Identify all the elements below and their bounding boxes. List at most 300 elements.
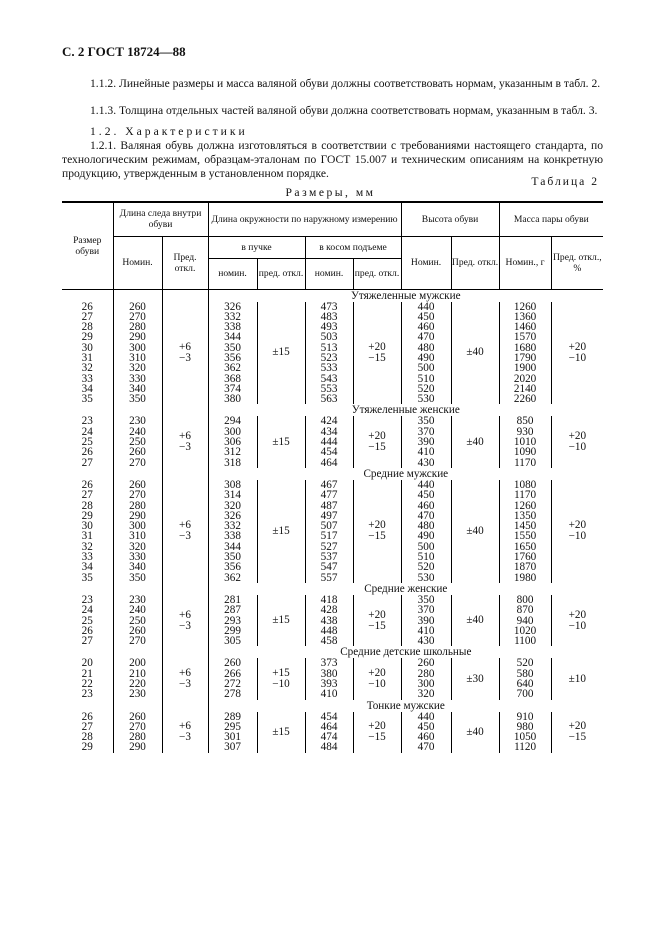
instep-nom-column-value: 497 [320,509,338,522]
header-girth: Длина окружности по наружному измерению [208,202,401,236]
height-nom-column-value: 530 [417,571,435,584]
weight-nom-column-value: 1450 [513,520,537,533]
size-column-value: 33 [81,372,93,385]
toe-nom-column-value: 350 [224,341,241,354]
section-gap [162,468,208,480]
length-nom-column-value: 260 [129,446,146,459]
weight-nom-column-value: 930 [516,425,534,438]
length-nom-column-value: 320 [129,362,146,375]
size-column-value: 32 [81,540,93,553]
toe-nom-column [208,480,257,583]
weight-nom-column-value: 1680 [513,341,537,354]
toe-nom-column-value: 380 [224,393,241,406]
header-instep-tol: пред. откл. [353,258,401,289]
weight-nom-column-value: 980 [516,720,534,733]
section-gap [62,289,113,302]
size-column [62,416,113,467]
instep-nom-column-value: 393 [320,678,338,690]
weight-nom-column-value: 1550 [513,530,537,543]
length-nom-column-value: 240 [129,604,146,617]
height-nom-column-value: 490 [417,530,435,543]
size-column-value: 29 [81,509,93,522]
weight-nom-column-value: 1050 [513,731,537,744]
size-column-value: 26 [81,710,93,723]
section-gap [113,289,162,302]
paragraph-1-2-1: 1.2.1. Валяная обувь должна изготовляться в соответствии с требованиями настоящего стандарта, по технологическим режимам, образцам-эталонам по ГОСТ 15.007 и техническим описаниям на конкретную продукцию, утвержденным в установленном порядке. [62,139,603,180]
length-nom-column-value: 290 [129,331,146,344]
header-inner-length: Длина следа внутри обуви [113,202,208,236]
section-data-row [62,416,603,467]
toe-nom-column-value: 300 [224,425,241,438]
size-column-value: 25 [81,614,93,627]
section-title-row [62,289,603,302]
size-column-value: 23 [81,415,93,428]
instep-nom-column-value: 438 [320,614,338,627]
instep-tol-cell: +20 −10 [353,658,401,699]
instep-nom-column-value: 434 [320,425,338,438]
length-nom-column-value: 270 [129,720,146,733]
size-column-value: 27 [81,635,93,648]
weight-tol-cell: +20 −10 [551,302,603,405]
height-nom-column-value: 520 [417,382,435,395]
weight-tol-cell: +20 −15 [551,712,603,753]
toe-nom-column-value: 293 [224,614,241,627]
length-nom-column-value: 300 [129,341,146,354]
instep-nom-column [305,480,353,583]
size-column-value: 22 [81,678,93,690]
instep-nom-column-value: 533 [320,362,338,375]
weight-nom-column-value: 1900 [513,362,537,375]
instep-nom-column-value: 454 [320,446,338,459]
dimensions-table [62,201,603,753]
length-nom-column-value: 230 [129,688,146,701]
size-column-value: 25 [81,436,93,449]
weight-nom-column-value: 1460 [513,321,537,334]
length-nom-column [113,480,162,583]
weight-nom-column-value: 580 [516,667,534,680]
toe-nom-column-value: 281 [224,593,241,606]
height-nom-column-value: 430 [417,456,435,469]
weight-nom-column-value: 1010 [513,436,537,449]
size-column-value: 27 [81,456,93,469]
height-tol-cell: ±40 [451,712,499,753]
weight-nom-column-value: 1170 [514,456,537,469]
instep-nom-column-value: 517 [320,530,338,543]
length-nom-column-value: 270 [129,489,146,502]
toe-nom-column-value: 301 [224,731,241,744]
length-nom-column-value: 340 [129,382,146,395]
header-height: Высота обуви [401,202,499,236]
length-nom-column [113,712,162,753]
height-nom-column-value: 410 [417,624,435,637]
instep-nom-column-value: 464 [320,720,338,733]
length-nom-column-value: 330 [129,551,146,564]
weight-nom-column-value: 1020 [513,624,537,637]
weight-tol-cell: ±10 [551,658,603,699]
toe-nom-column-value: 338 [224,530,241,543]
header-size: Размер обуви [62,202,113,289]
weight-nom-column-value: 2140 [513,382,537,395]
instep-nom-column [305,712,353,753]
toe-tol-cell: +15 −10 [257,658,305,699]
instep-nom-column-value: 458 [320,635,338,648]
instep-nom-column-value: 513 [320,341,338,354]
weight-nom-column-value: 1360 [513,310,537,323]
toe-nom-column-value: 295 [224,720,241,733]
height-tol-cell: ±40 [451,416,499,467]
section-data-row [62,302,603,405]
header-weight-nom: Номин., г [499,236,551,289]
weight-nom-column [499,658,551,699]
instep-nom-column-value: 527 [320,540,338,553]
height-tol-cell: ±40 [451,595,499,646]
instep-nom-column-value: 380 [320,667,338,680]
toe-nom-column-value: 289 [224,710,241,723]
height-nom-column-value: 470 [417,741,435,754]
length-nom-column-value: 290 [129,741,146,754]
weight-nom-column-value: 870 [516,604,534,617]
length-nom-column-value: 340 [129,561,146,574]
toe-nom-column [208,302,257,405]
weight-tol-cell: +20 −10 [551,416,603,467]
instep-nom-column-value: 477 [320,489,338,502]
height-nom-column-value: 440 [417,710,435,723]
height-nom-column-value: 450 [417,720,435,733]
length-tol-cell: +6 −3 [162,480,208,583]
instep-tol-cell: +20 −15 [353,416,401,467]
instep-nom-column [305,416,353,467]
weight-nom-column-value: 1650 [513,540,537,553]
length-nom-column-value: 220 [129,678,146,690]
height-nom-column-value: 440 [417,478,435,491]
size-column-value: 26 [81,624,93,637]
height-nom-column [401,712,451,753]
height-nom-column-value: 460 [417,321,435,334]
section-gap [62,700,113,712]
toe-nom-column-value: 362 [224,362,241,375]
instep-nom-column-value: 547 [320,561,338,574]
weight-nom-column-value: 1790 [513,351,537,364]
length-nom-column-value: 230 [129,415,146,428]
height-nom-column-value: 370 [417,425,435,438]
instep-tol-cell: +20 −15 [353,712,401,753]
weight-nom-column-value: 2020 [513,372,537,385]
toe-nom-column-value: 294 [224,415,241,428]
height-nom-column-value: 260 [417,657,435,670]
toe-nom-column-value: 278 [224,688,241,701]
header-at-toe: в пучке [208,236,305,258]
length-nom-column-value: 330 [129,372,146,385]
length-nom-column-value: 260 [129,300,146,313]
toe-nom-column-value: 272 [224,678,241,690]
toe-nom-column-value: 368 [224,372,241,385]
height-nom-column-value: 470 [417,331,435,344]
length-nom-column-value: 210 [129,667,146,680]
height-nom-column-value: 300 [417,678,435,690]
weight-tol-cell: +20 −10 [551,480,603,583]
instep-tol-cell: +20 −15 [353,302,401,405]
toe-nom-column-value: 338 [224,321,241,334]
height-nom-column-value: 470 [417,509,435,522]
height-nom-column-value: 370 [417,604,435,617]
section-title: Средние женские [208,583,603,595]
length-nom-column-value: 260 [129,710,146,723]
instep-nom-column-value: 493 [320,321,338,334]
size-column-value: 24 [81,425,93,438]
length-nom-column-value: 250 [129,614,146,627]
weight-nom-column-value: 800 [516,593,534,606]
length-nom-column-value: 300 [129,520,146,533]
section-title-row [62,700,603,712]
section-data-row [62,595,603,646]
instep-nom-column-value: 464 [320,456,338,469]
weight-nom-column-value: 700 [516,688,534,701]
height-nom-column-value: 500 [417,540,435,553]
header-height-nom: Номин. [401,236,451,289]
size-column [62,302,113,405]
instep-tol-cell: +20 −15 [353,480,401,583]
weight-nom-column [499,302,551,405]
size-column-value: 31 [81,530,93,543]
header-instep-nom: номин. [305,258,353,289]
instep-nom-column-value: 454 [320,710,338,723]
page-header: С. 2 ГОСТ 18724—88 [62,44,186,59]
toe-nom-column [208,595,257,646]
toe-tol-cell: ±15 [257,302,305,405]
length-nom-column-value: 240 [129,425,146,438]
toe-nom-column-value: 344 [224,540,241,553]
instep-nom-column-value: 410 [320,688,338,701]
header-length-nom: Номин. [113,236,162,289]
length-tol-cell: +6 −3 [162,658,208,699]
section-gap [162,404,208,416]
size-column-value: 27 [81,310,93,323]
height-nom-column-value: 460 [417,499,435,512]
toe-nom-column-value: 344 [224,331,241,344]
size-column-value: 20 [81,657,93,670]
section-gap [162,700,208,712]
size-column-value: 29 [81,331,93,344]
paragraph-1-1-2: 1.1.2. Линейные размеры и масса валяной обуви должны соответствовать нормам, указанным в табл. 2. [90,77,601,90]
toe-nom-column-value: 318 [224,456,241,469]
length-nom-column-value: 350 [129,393,146,406]
instep-nom-column-value: 373 [320,657,338,670]
header-height-tol: Пред. откл. [451,236,499,289]
instep-nom-column-value: 537 [320,551,338,564]
height-nom-column [401,480,451,583]
length-tol-cell: +6 −3 [162,712,208,753]
toe-nom-column-value: 306 [224,436,241,449]
toe-nom-column [208,712,257,753]
size-column-value: 27 [81,489,93,502]
toe-nom-column [208,416,257,467]
paragraph-1-1-3: 1.1.3. Толщина отдельных частей валяной обуви должна соответствовать нормам, указанным в табл. 3. [90,104,598,117]
height-nom-column [401,658,451,699]
height-nom-column-value: 460 [417,731,435,744]
section-title: Тонкие мужские [208,700,603,712]
header-weight-tol: Пред. откл., % [551,236,603,289]
instep-tol-cell: +20 −15 [353,595,401,646]
height-nom-column [401,302,451,405]
section-gap [113,700,162,712]
instep-nom-column [305,658,353,699]
size-column-value: 34 [81,382,93,395]
length-nom-column-value: 350 [129,571,146,584]
header-at-instep: в косом подъеме [305,236,401,258]
toe-nom-column-value: 312 [224,446,241,459]
toe-nom-column-value: 320 [224,499,241,512]
height-nom-column-value: 510 [417,551,435,564]
toe-nom-column-value: 356 [224,351,241,364]
instep-nom-column [305,595,353,646]
size-column-value: 34 [81,561,93,574]
size-column-value: 21 [81,667,93,680]
table-caption: Размеры, мм [285,186,376,199]
weight-nom-column-value: 640 [516,678,534,690]
weight-nom-column-value: 1980 [513,571,537,584]
height-nom-column-value: 390 [417,614,435,627]
table-number: Таблица 2 [531,175,599,188]
size-column-value: 26 [81,446,93,459]
section-title: Средние детские школьные [208,646,603,658]
toe-nom-column-value: 305 [224,635,241,648]
height-nom-column-value: 450 [417,310,435,323]
header-toe-tol: пред. откл. [257,258,305,289]
length-nom-column-value: 270 [129,310,146,323]
length-nom-column-value: 280 [129,499,146,512]
length-tol-cell: +6 −3 [162,595,208,646]
size-column [62,712,113,753]
height-nom-column-value: 350 [417,593,435,606]
size-column-value: 23 [81,688,93,701]
weight-nom-column-value: 1090 [513,446,537,459]
weight-nom-column-value: 2260 [513,393,537,406]
height-nom-column-value: 350 [417,415,435,428]
toe-tol-cell: ±15 [257,712,305,753]
toe-nom-column-value: 266 [224,667,241,680]
length-tol-cell: +6 −3 [162,416,208,467]
toe-nom-column-value: 307 [224,741,241,754]
length-nom-column-value: 320 [129,540,146,553]
length-nom-column-value: 260 [129,624,146,637]
size-column-value: 28 [81,321,93,334]
weight-nom-column [499,595,551,646]
instep-nom-column-value: 483 [320,310,338,323]
instep-nom-column-value: 523 [320,351,338,364]
section-gap [162,289,208,302]
size-column [62,480,113,583]
instep-nom-column-value: 418 [320,593,338,606]
length-nom-column-value: 280 [129,321,146,334]
height-nom-column-value: 430 [417,635,435,648]
toe-nom-column-value: 287 [224,604,241,617]
weight-nom-column [499,480,551,583]
instep-nom-column-value: 448 [320,624,338,637]
toe-nom-column-value: 326 [224,300,241,313]
length-nom-column [113,658,162,699]
instep-nom-column-value: 507 [320,520,338,533]
size-column-value: 28 [81,499,93,512]
size-column [62,595,113,646]
height-nom-column [401,595,451,646]
toe-nom-column-value: 308 [224,478,241,491]
weight-nom-column-value: 520 [516,657,534,670]
toe-tol-cell: ±15 [257,595,305,646]
length-nom-column-value: 290 [129,509,146,522]
length-nom-column-value: 260 [129,478,146,491]
section-title: Утяжеленные мужские [208,289,603,302]
size-column-value: 30 [81,520,93,533]
length-tol-cell: +6 −3 [162,302,208,405]
instep-nom-column-value: 474 [320,731,338,744]
height-nom-column-value: 510 [417,372,435,385]
size-column-value: 28 [81,731,93,744]
weight-nom-column-value: 1260 [513,499,537,512]
instep-nom-column-value: 424 [320,415,338,428]
size-column-value: 23 [81,593,93,606]
header-length-tol: Пред. откл. [162,236,208,289]
length-nom-column [113,302,162,405]
instep-nom-column-value: 503 [320,331,338,344]
length-nom-column-value: 270 [129,456,146,469]
section-title: Утяжеленные женские [208,404,603,416]
height-tol-cell: ±40 [451,480,499,583]
size-column-value: 33 [81,551,93,564]
height-nom-column-value: 410 [417,446,435,459]
length-nom-column-value: 230 [129,593,146,606]
toe-nom-column-value: 362 [224,571,241,584]
height-nom-column-value: 480 [417,520,435,533]
length-nom-column-value: 200 [129,657,146,670]
weight-nom-column-value: 1100 [514,635,537,648]
weight-nom-column-value: 1080 [513,478,537,491]
weight-nom-column [499,416,551,467]
header-weight: Масса пары обуви [499,202,603,236]
toe-tol-cell: ±15 [257,480,305,583]
instep-nom-column [305,302,353,405]
toe-nom-column-value: 314 [224,489,241,502]
length-nom-column-value: 270 [129,635,146,648]
length-nom-column [113,595,162,646]
section-data-row [62,480,603,583]
weight-nom-column-value: 1120 [514,741,537,754]
length-nom-column-value: 280 [129,731,146,744]
weight-nom-column [499,712,551,753]
section-gap [162,583,208,595]
height-nom-column-value: 520 [417,561,435,574]
weight-nom-column-value: 1260 [513,300,537,313]
size-column [62,658,113,699]
size-column-value: 29 [81,741,93,754]
toe-nom-column-value: 260 [224,657,241,670]
length-nom-column-value: 310 [129,530,146,543]
size-column-value: 27 [81,720,93,733]
instep-nom-column-value: 553 [320,382,338,395]
instep-nom-column-value: 487 [320,499,338,512]
section-title: Средние мужские [208,468,603,480]
toe-nom-column-value: 299 [224,624,241,637]
weight-nom-column-value: 910 [516,710,534,723]
toe-nom-column-value: 350 [224,551,241,564]
section-gap [162,646,208,658]
height-nom-column-value: 390 [417,436,435,449]
height-nom-column-value: 450 [417,489,435,502]
toe-tol-cell: ±15 [257,416,305,467]
weight-nom-column-value: 1350 [513,509,537,522]
section-data-row [62,658,603,699]
instep-nom-column-value: 428 [320,604,338,617]
toe-nom-column-value: 374 [224,382,241,395]
